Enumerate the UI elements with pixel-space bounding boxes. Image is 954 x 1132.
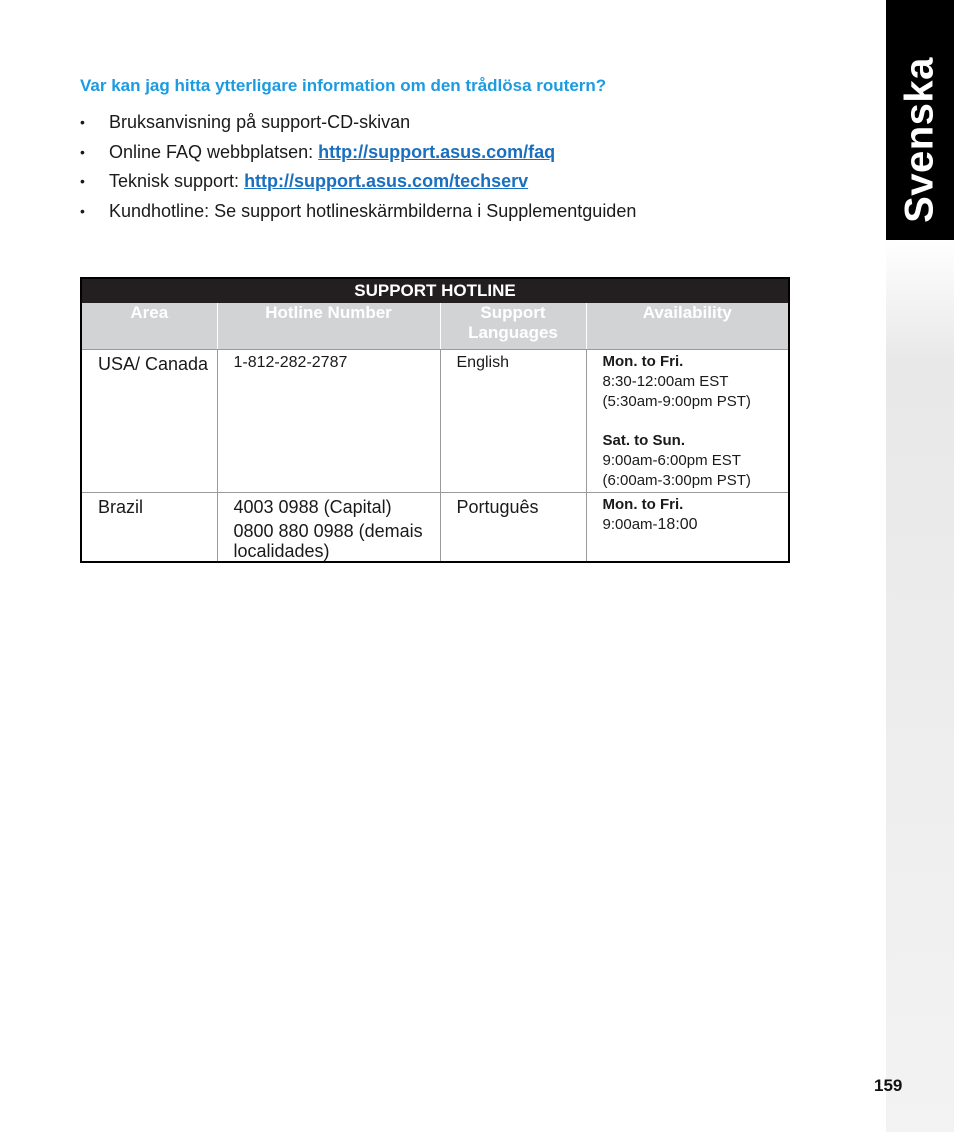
table-title-row: [81, 278, 789, 303]
hotline-number-cell: [217, 350, 440, 493]
bullet-text: Online FAQ webbplatsen:: [109, 141, 319, 162]
area-cell: USA/ Canada: [81, 350, 217, 493]
list-item: [80, 199, 636, 229]
header-area: Area: [81, 303, 217, 350]
bullet-icon: •: [80, 114, 85, 130]
list-item: [80, 110, 636, 140]
availability-cell: [586, 350, 789, 493]
availability-days: Mon. to Fri.: [602, 353, 684, 370]
hotline-number: 0800 880 0988 (demais localidades): [233, 521, 423, 561]
bullet-text: Bruksanvisning på support-CD-skivan: [109, 112, 411, 132]
header-support-languages: Support Languages: [440, 303, 586, 350]
hotline-number: 1-812-282-2787: [233, 354, 348, 371]
table-row: [81, 493, 789, 563]
bullet-icon: •: [80, 202, 85, 219]
list-item: [80, 169, 636, 199]
availability-days: Sat. to Sun.: [602, 432, 685, 449]
availability-days: Mon. to Fri.: [602, 496, 684, 513]
availability-time-start: 9:00am-: [602, 516, 658, 533]
table-header-row: [81, 303, 789, 350]
section-heading: Var kan jag hitta ytterligare information om den trådlösa routern?: [80, 76, 607, 95]
language-side-tab-label: Svenska: [897, 57, 942, 223]
page-number: 159: [874, 1076, 903, 1095]
availability-cell: [586, 493, 789, 563]
language-cell: English: [440, 350, 586, 493]
header-availability: Availability: [586, 303, 789, 350]
table-row: [81, 350, 789, 493]
info-bullet-list: [80, 110, 636, 228]
availability-time: (5:30am-9:00pm PST): [602, 393, 751, 410]
area-cell: Brazil: [81, 493, 217, 563]
hotline-number: 4003 0988 (Capital): [233, 497, 392, 517]
availability-time: 9:00am-6:00pm EST: [602, 452, 741, 469]
bullet-text: Kundhotline: Se support hotlineskärmbilderna i Supplementguiden: [109, 200, 637, 221]
faq-link[interactable]: http://support.asus.com/faq: [318, 141, 556, 162]
bullet-text: Teknisk support:: [109, 171, 245, 191]
list-item: [80, 140, 636, 170]
availability-time: [603, 515, 781, 535]
availability-time-end: 18:00: [657, 516, 698, 533]
availability-time: 8:30-12:00am EST: [602, 373, 729, 390]
hotline-number-cell: [217, 493, 440, 563]
availability-time: (6:00am-3:00pm PST): [602, 472, 751, 489]
bullet-icon: •: [80, 143, 85, 160]
techserv-link[interactable]: http://support.asus.com/techserv: [244, 171, 529, 191]
language-cell: Português: [440, 493, 586, 563]
table-title: SUPPORT HOTLINE: [81, 278, 789, 303]
header-hotline-number: Hotline Number: [217, 303, 440, 350]
support-hotline-table: [80, 277, 790, 563]
bullet-icon: •: [80, 173, 85, 189]
